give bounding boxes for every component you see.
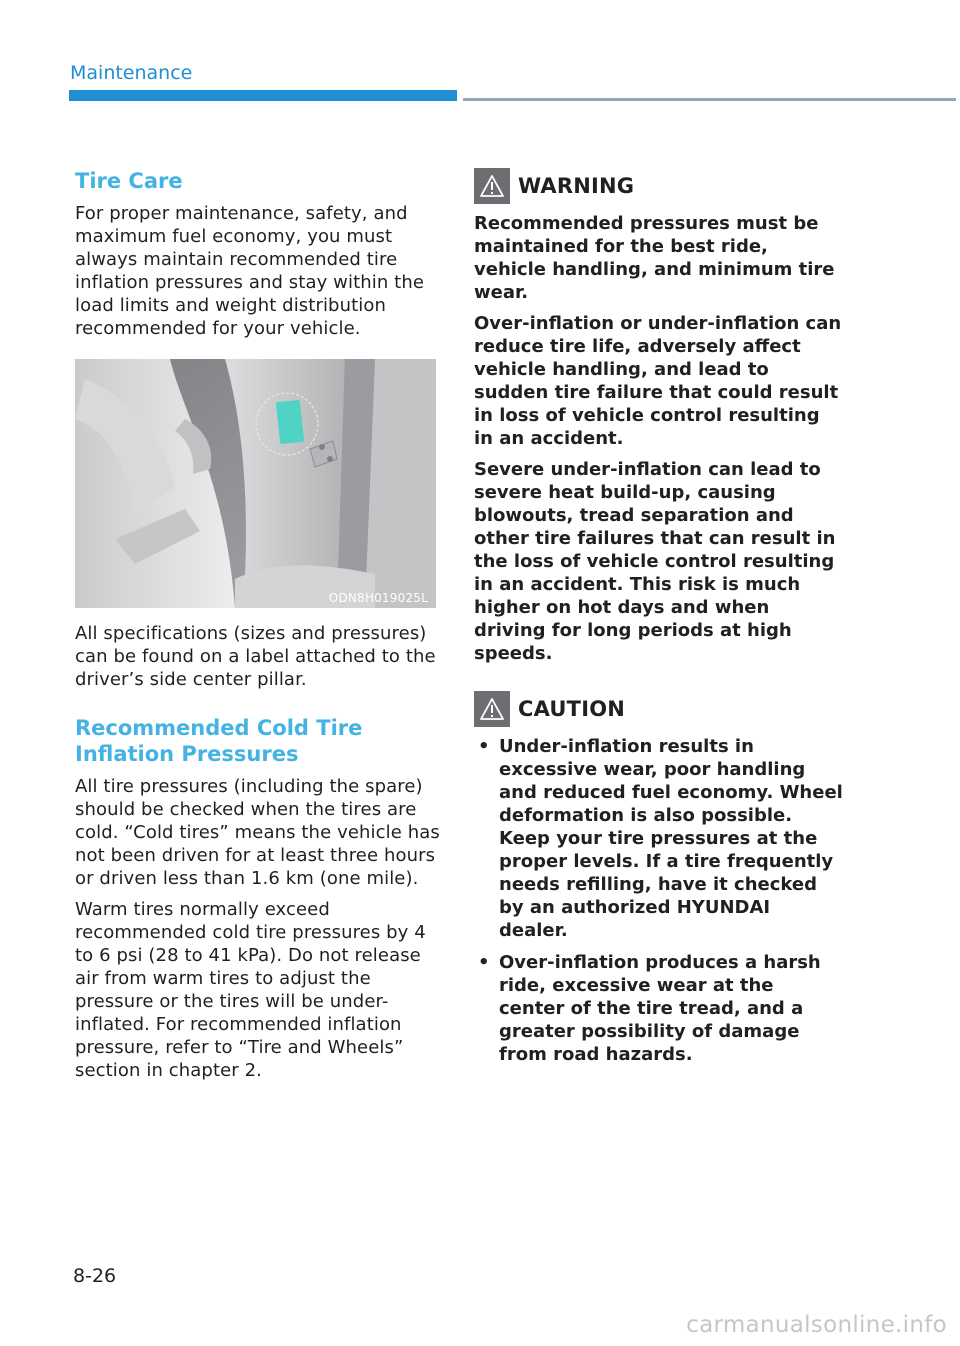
cold-pressure-para-1: All tire pressures (including the spare) should be checked when the tires are cold. “Cold tires” means the vehicle has not been driven for at least three hours or driven less than 1.6 km (one mile).: [75, 776, 440, 889]
caution-list: [474, 735, 844, 1066]
door-pillar-label-figure: [75, 359, 436, 608]
right-column: [474, 168, 844, 1075]
header-rule-accent: [69, 90, 457, 101]
warning-para-3: Severe under-inflation can lead to severe heat build-up, causing blowouts, tread separation and other tire failures that can result in the loss of vehicle control resulting in an accident. This risk is much higher on hot days and when driving for long periods at high speeds.: [474, 459, 836, 664]
watermark-text: carmanualsonline.info: [686, 1312, 947, 1338]
warning-para-1: Recommended pressures must be maintained for the best ride, vehicle handling, and minimum tire wear.: [474, 213, 835, 303]
cold-pressure-para-2: Warm tires normally exceed recommended cold tire pressures by 4 to 6 psi (28 to 41 kPa). Do not release air from warm tires to adjust the pressure or the tires will be under-inflated. For recommended inflation pressure, refer to “Tire and Wheels” section in chapter 2.: [75, 899, 426, 1081]
cold-pressure-heading: [75, 715, 440, 767]
bullet-icon: •: [478, 736, 490, 757]
cold-pressure-heading-line2: Inflation Pressures: [75, 742, 299, 766]
caution-item-text: Over-inflation produces a harsh ride, excessive wear at the center of the tire tread, and a greater possibility of damage from road hazards.: [499, 952, 821, 1065]
label-location-caption: All specifications (sizes and pressures) can be found on a label attached to the driver’s side center pillar.: [75, 623, 436, 690]
warning-triangle-icon: [474, 168, 510, 204]
tire-care-body: For proper maintenance, safety, and maximum fuel economy, you must always maintain recommended tire inflation pressures and stay within the load limits and weight distribution recommended for your vehicle.: [75, 203, 425, 339]
tire-care-heading: Tire Care: [75, 169, 183, 193]
page-number: 8-26: [73, 1265, 117, 1287]
header-rule-line: [463, 98, 956, 101]
left-column: [75, 168, 440, 1082]
caution-title: CAUTION: [518, 697, 626, 721]
bullet-icon: •: [478, 952, 490, 973]
warning-para-2: Over-inflation or under-inflation can reduce tire life, adversely affect vehicle handling, and lead to sudden tire failure that could result in loss of vehicle control resulting in an accident.: [474, 313, 842, 449]
cold-pressure-heading-line1: Recommended Cold Tire: [75, 716, 363, 740]
caution-item-text: Under-inflation results in excessive wear, poor handling and reduced fuel economy. Wheel deformation is also possible. Keep your tire pressures at the proper levels. If a tire frequently needs refilling, have it checked by an authorized HYUNDAI dealer.: [499, 736, 843, 941]
caution-header: [474, 691, 844, 727]
caution-item: [474, 951, 844, 1066]
caution-item: [474, 735, 844, 942]
caution-triangle-icon: [474, 691, 510, 727]
warning-title: WARNING: [518, 174, 635, 198]
figure-code: ODN8H019025L: [328, 591, 428, 605]
door-pillar-illustration: [75, 359, 436, 608]
warning-header: [474, 168, 844, 204]
section-header-label: Maintenance: [70, 62, 193, 84]
